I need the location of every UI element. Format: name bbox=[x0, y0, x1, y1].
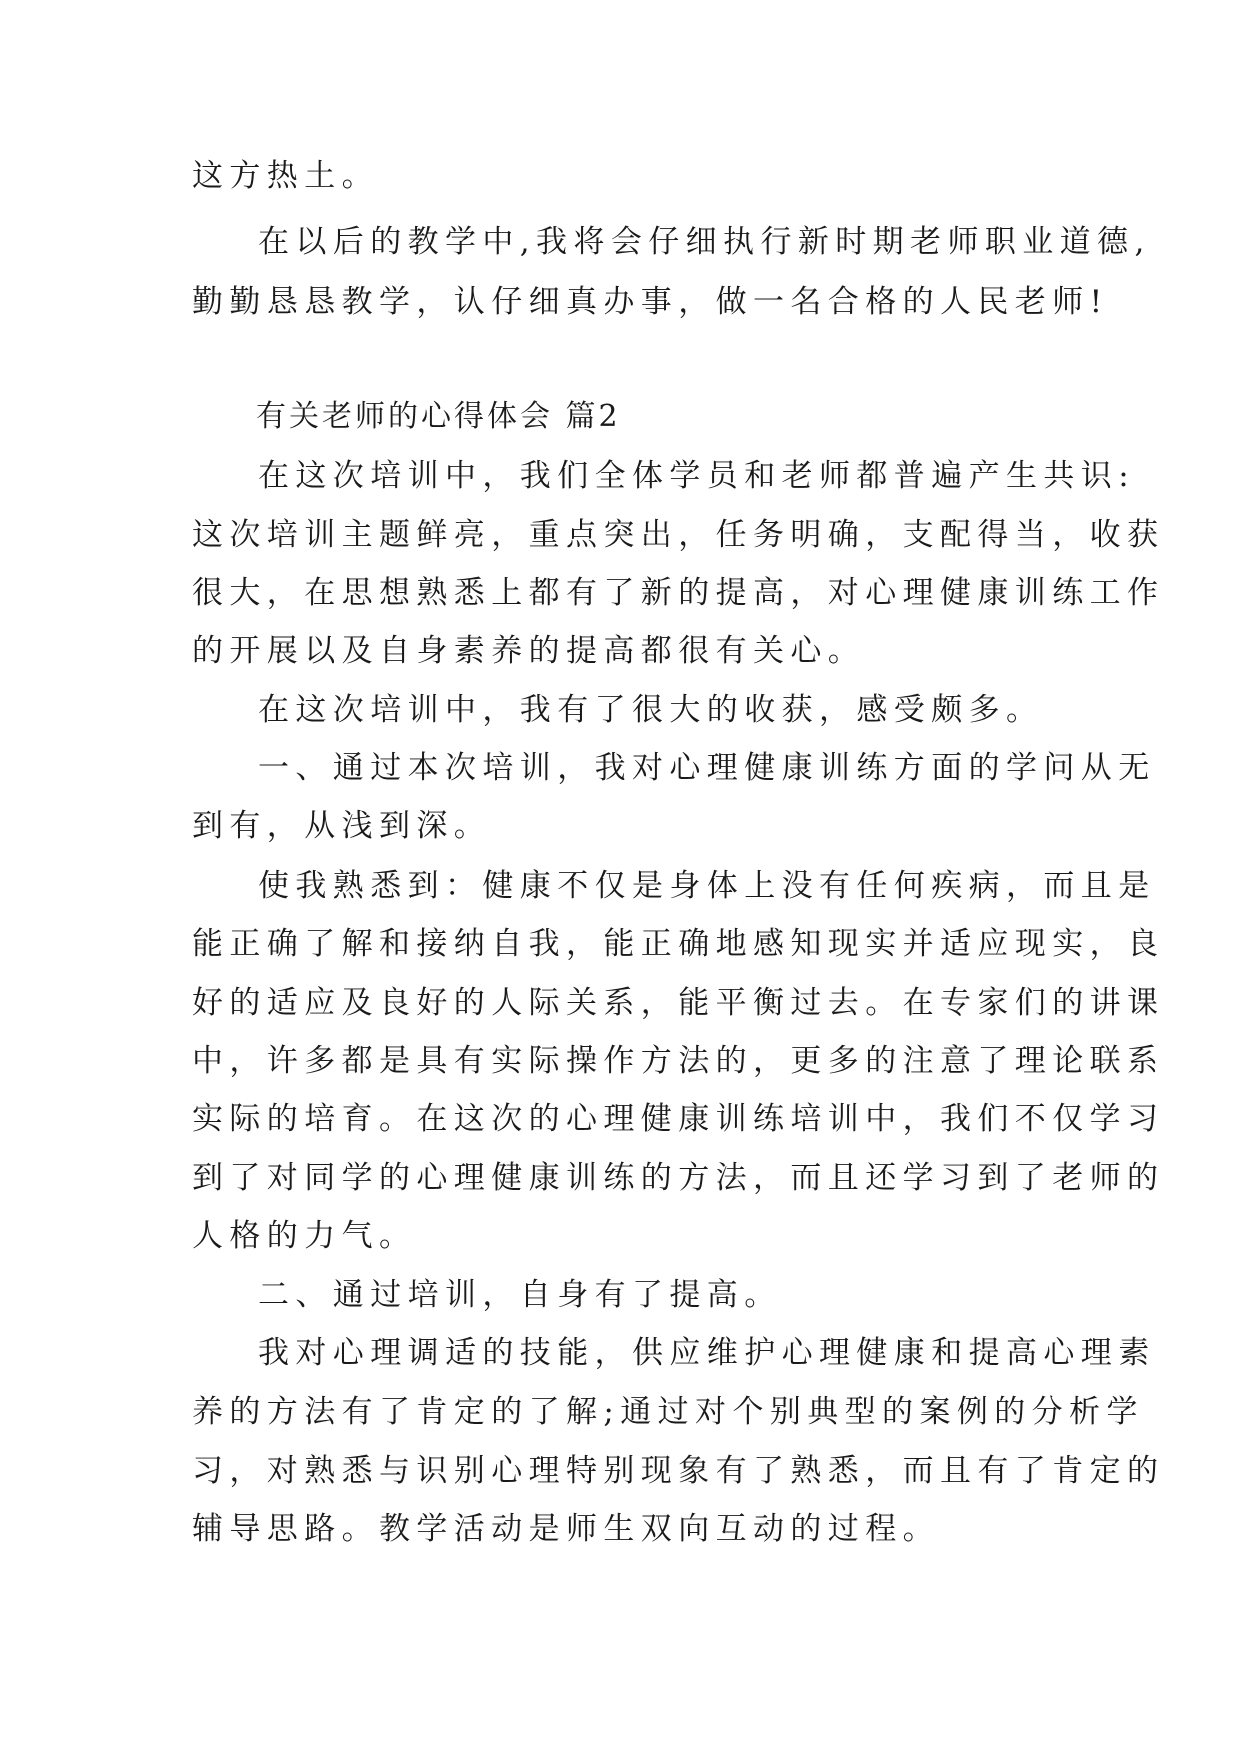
text-line: 我对心理调适的技能，供应维护心理健康和提高心理素 bbox=[258, 1335, 1156, 1371]
section-heading: 有关老师的心得体会 篇2 bbox=[256, 399, 621, 434]
text-line: 这方热土。 bbox=[192, 158, 379, 194]
text-line: 勤勤恳恳教学，认仔细真办事，做一名合格的人民老师! bbox=[192, 284, 1109, 320]
text-line: 二、通过培训，自身有了提高。 bbox=[258, 1277, 782, 1313]
text-line: 使我熟悉到：健康不仅是身体上没有任何疾病，而且是 bbox=[258, 868, 1156, 904]
text-line: 习，对熟悉与识别心理特别现象有了熟悉，而且有了肯定的 bbox=[192, 1453, 1165, 1489]
text-line: 一、通过本次培训，我对心理健康训练方面的学问从无 bbox=[258, 750, 1156, 786]
text-line: 中，许多都是具有实际操作方法的，更多的注意了理论联系 bbox=[192, 1043, 1165, 1079]
text-line: 好的适应及良好的人际关系，能平衡过去。在专家们的讲课 bbox=[192, 985, 1165, 1021]
text-line: 辅导思路。教学活动是师生双向互动的过程。 bbox=[192, 1511, 940, 1547]
text-line: 能正确了解和接纳自我，能正确地感知现实并适应现实，良 bbox=[192, 926, 1165, 962]
text-line: 到了对同学的心理健康训练的方法，而且还学习到了老师的 bbox=[192, 1160, 1165, 1196]
text-line: 很大，在思想熟悉上都有了新的提高，对心理健康训练工作 bbox=[192, 575, 1165, 611]
text-line: 实际的培育。在这次的心理健康训练培训中，我们不仅学习 bbox=[192, 1101, 1165, 1137]
text-line: 在以后的教学中,我将会仔细执行新时期老师职业道德, bbox=[258, 224, 1151, 260]
text-line: 到有，从浅到深。 bbox=[192, 808, 492, 844]
text-line: 人格的力气。 bbox=[192, 1218, 417, 1254]
text-line: 在这次培训中，我们全体学员和老师都普遍产生共识: bbox=[258, 458, 1136, 494]
text-line: 在这次培训中，我有了很大的收获，感受颇多。 bbox=[258, 692, 1044, 728]
text-line: 的开展以及自身素养的提高都很有关心。 bbox=[192, 633, 866, 669]
text-line: 这次培训主题鲜亮，重点突出，任务明确，支配得当，收获 bbox=[192, 517, 1165, 553]
text-line: 养的方法有了肯定的了解;通过对个别典型的案例的分析学 bbox=[192, 1394, 1144, 1430]
